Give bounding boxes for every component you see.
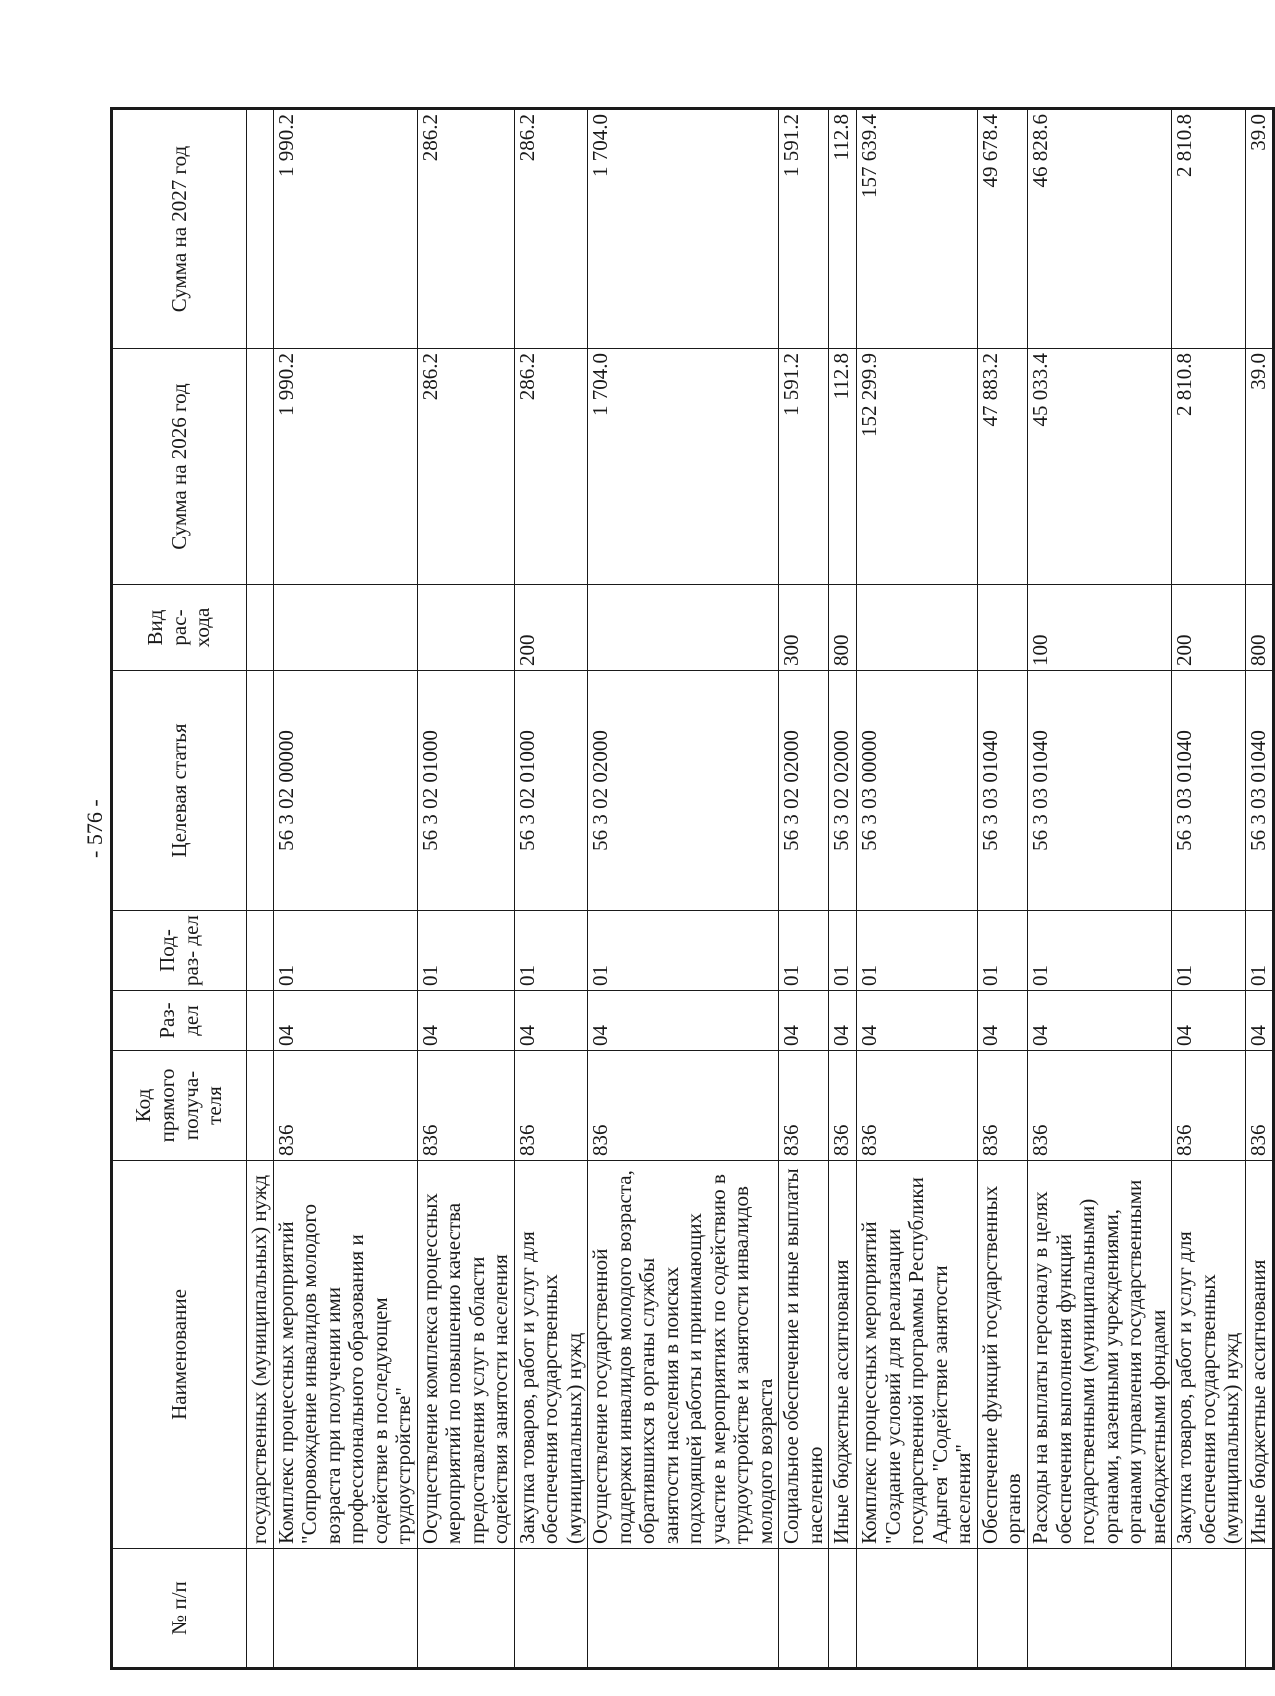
cell-code: 836 xyxy=(514,1051,588,1161)
cell-sum-2026: 45 033.4 xyxy=(1027,349,1171,585)
cell-name: Осуществление государственной поддержки инвалидов молодого возраста, обратившихся в органы службы занятости населения в поисках подходящей работы и принимающих участие в мероприятиях по содействию в трудоустройстве и занятости инвалидов молодого возраста xyxy=(588,1161,779,1549)
cell-no xyxy=(1245,1549,1273,1669)
cell-no xyxy=(857,1549,978,1669)
cell-code: 836 xyxy=(1027,1051,1171,1161)
table-row xyxy=(1027,109,1171,1669)
cell-code xyxy=(247,1051,274,1161)
cell-podrazdel: 01 xyxy=(829,911,857,991)
cell-target-article: 56 3 03 01040 xyxy=(1245,671,1273,911)
cell-code: 836 xyxy=(977,1051,1027,1161)
cell-podrazdel: 01 xyxy=(977,911,1027,991)
cell-expense-type xyxy=(857,585,978,671)
cell-sum-2026: 1 990.2 xyxy=(273,349,417,585)
header-no: № п/п xyxy=(112,1549,247,1669)
cell-sum-2026: 2 810.8 xyxy=(1172,349,1246,585)
cell-sum-2027: 286.2 xyxy=(417,109,514,349)
cell-target-article: 56 3 03 00000 xyxy=(857,671,978,911)
cell-razdel: 04 xyxy=(1172,991,1246,1051)
cell-razdel: 04 xyxy=(1245,991,1273,1051)
cell-razdel: 04 xyxy=(779,991,829,1051)
cell-no xyxy=(588,1549,779,1669)
cell-sum-2027: 49 678.4 xyxy=(977,109,1027,349)
page-number: - 576 - xyxy=(82,799,107,858)
cell-sum-2027 xyxy=(247,109,274,349)
cell-sum-2027: 1 990.2 xyxy=(273,109,417,349)
cell-podrazdel: 01 xyxy=(857,911,978,991)
table-header-row xyxy=(112,109,247,1669)
cell-no xyxy=(514,1549,588,1669)
cell-podrazdel: 01 xyxy=(417,911,514,991)
cell-no xyxy=(247,1549,274,1669)
cell-sum-2026: 1 591.2 xyxy=(779,349,829,585)
table-row xyxy=(588,109,779,1669)
cell-razdel: 04 xyxy=(588,991,779,1051)
cell-sum-2027: 286.2 xyxy=(514,109,588,349)
cell-target-article: 56 3 03 01040 xyxy=(1027,671,1171,911)
table-row xyxy=(247,109,274,1669)
cell-podrazdel: 01 xyxy=(273,911,417,991)
cell-name: Иные бюджетные ассигнования xyxy=(829,1161,857,1549)
cell-target-article: 56 3 02 02000 xyxy=(829,671,857,911)
table-row xyxy=(514,109,588,1669)
cell-no xyxy=(417,1549,514,1669)
cell-no xyxy=(977,1549,1027,1669)
budget-table xyxy=(110,107,1275,1670)
cell-expense-type: 800 xyxy=(1245,585,1273,671)
table-row xyxy=(829,109,857,1669)
cell-sum-2026: 286.2 xyxy=(514,349,588,585)
cell-name: Комплекс процессных мероприятий "Создание условий для реализации государственной программы Республики Адыгея "Содействие занятости населения" xyxy=(857,1161,978,1549)
cell-sum-2026: 39.0 xyxy=(1245,349,1273,585)
cell-sum-2027: 1 591.2 xyxy=(779,109,829,349)
cell-expense-type xyxy=(588,585,779,671)
cell-sum-2026 xyxy=(247,349,274,585)
cell-code: 836 xyxy=(1172,1051,1246,1161)
cell-expense-type xyxy=(247,585,274,671)
cell-target-article: 56 3 03 01040 xyxy=(977,671,1027,911)
cell-target-article: 56 3 02 02000 xyxy=(779,671,829,911)
cell-expense-type: 100 xyxy=(1027,585,1171,671)
cell-target-article: 56 3 03 01040 xyxy=(1172,671,1246,911)
table-row xyxy=(417,109,514,1669)
cell-podrazdel xyxy=(247,911,274,991)
cell-razdel: 04 xyxy=(273,991,417,1051)
cell-target-article xyxy=(247,671,274,911)
cell-name: Закупка товаров, работ и услуг для обеспечения государственных (муниципальных) нужд xyxy=(1172,1161,1246,1549)
cell-name: Социальное обеспечение и иные выплаты населению xyxy=(779,1161,829,1549)
cell-target-article: 56 3 02 00000 xyxy=(273,671,417,911)
cell-no xyxy=(1172,1549,1246,1669)
cell-no xyxy=(829,1549,857,1669)
header-sum-2026: Сумма на 2026 год xyxy=(112,349,247,585)
cell-expense-type xyxy=(977,585,1027,671)
cell-razdel: 04 xyxy=(977,991,1027,1051)
cell-razdel: 04 xyxy=(514,991,588,1051)
cell-no xyxy=(1027,1549,1171,1669)
cell-podrazdel: 01 xyxy=(588,911,779,991)
cell-name: государственных (муниципальных) нужд xyxy=(247,1161,274,1549)
cell-target-article: 56 3 02 01000 xyxy=(514,671,588,911)
cell-name: Осуществление комплекса процессных мероприятий по повышению качества предоставления услуг в области содействия занятости населения xyxy=(417,1161,514,1549)
cell-podrazdel: 01 xyxy=(779,911,829,991)
cell-expense-type: 200 xyxy=(1172,585,1246,671)
cell-target-article: 56 3 02 01000 xyxy=(417,671,514,911)
header-razdel: Раз- дел xyxy=(112,991,247,1051)
cell-code: 836 xyxy=(1245,1051,1273,1161)
cell-razdel xyxy=(247,991,274,1051)
cell-no xyxy=(273,1549,417,1669)
cell-expense-type xyxy=(417,585,514,671)
cell-name: Комплекс процессных мероприятий "Сопровождение инвалидов молодого возраста при получении ими профессионального образования и содействие в последующем трудоустройстве" xyxy=(273,1161,417,1549)
cell-podrazdel: 01 xyxy=(1172,911,1246,991)
header-stat: Целевая статья xyxy=(112,671,247,911)
cell-target-article: 56 3 02 02000 xyxy=(588,671,779,911)
cell-sum-2027: 1 704.0 xyxy=(588,109,779,349)
cell-sum-2027: 157 639.4 xyxy=(857,109,978,349)
header-sum-2027: Сумма на 2027 год xyxy=(112,109,247,349)
cell-razdel: 04 xyxy=(1027,991,1171,1051)
rotated-table-wrapper xyxy=(110,110,1270,1670)
header-code: Код прямого получа- теля xyxy=(112,1051,247,1161)
cell-podrazdel: 01 xyxy=(1027,911,1171,991)
cell-name: Закупка товаров, работ и услуг для обеспечения государственных (муниципальных) нужд xyxy=(514,1161,588,1549)
cell-razdel: 04 xyxy=(417,991,514,1051)
cell-code: 836 xyxy=(779,1051,829,1161)
cell-sum-2027: 2 810.8 xyxy=(1172,109,1246,349)
cell-expense-type: 200 xyxy=(514,585,588,671)
cell-code: 836 xyxy=(417,1051,514,1161)
header-name: Наименование xyxy=(112,1161,247,1549)
header-vid: Вид рас- хода xyxy=(112,585,247,671)
cell-razdel: 04 xyxy=(857,991,978,1051)
cell-sum-2026: 112.8 xyxy=(829,349,857,585)
cell-expense-type: 300 xyxy=(779,585,829,671)
cell-no xyxy=(779,1549,829,1669)
cell-code: 836 xyxy=(857,1051,978,1161)
cell-sum-2026: 286.2 xyxy=(417,349,514,585)
cell-expense-type xyxy=(273,585,417,671)
table-body xyxy=(247,109,1274,1669)
table-row xyxy=(273,109,417,1669)
table-row xyxy=(857,109,978,1669)
cell-podrazdel: 01 xyxy=(1245,911,1273,991)
cell-razdel: 04 xyxy=(829,991,857,1051)
cell-sum-2027: 112.8 xyxy=(829,109,857,349)
table-row xyxy=(1172,109,1246,1669)
cell-sum-2026: 1 704.0 xyxy=(588,349,779,585)
cell-sum-2027: 46 828.6 xyxy=(1027,109,1171,349)
cell-code: 836 xyxy=(829,1051,857,1161)
cell-code: 836 xyxy=(273,1051,417,1161)
table-row xyxy=(977,109,1027,1669)
cell-name: Расходы на выплаты персоналу в целях обеспечения выполнения функций государственными (муниципальными) органами, казенными учреждениями, органами управления государственными внебюджетными фондами xyxy=(1027,1161,1171,1549)
cell-podrazdel: 01 xyxy=(514,911,588,991)
cell-name: Обеспечение функций государственных органов xyxy=(977,1161,1027,1549)
cell-name: Иные бюджетные ассигнования xyxy=(1245,1161,1273,1549)
cell-sum-2027: 39.0 xyxy=(1245,109,1273,349)
table-row xyxy=(779,109,829,1669)
cell-code: 836 xyxy=(588,1051,779,1161)
header-podrazdel: Под- раз- дел xyxy=(112,911,247,991)
cell-sum-2026: 47 883.2 xyxy=(977,349,1027,585)
cell-sum-2026: 152 299.9 xyxy=(857,349,978,585)
table-row xyxy=(1245,109,1273,1669)
cell-expense-type: 800 xyxy=(829,585,857,671)
